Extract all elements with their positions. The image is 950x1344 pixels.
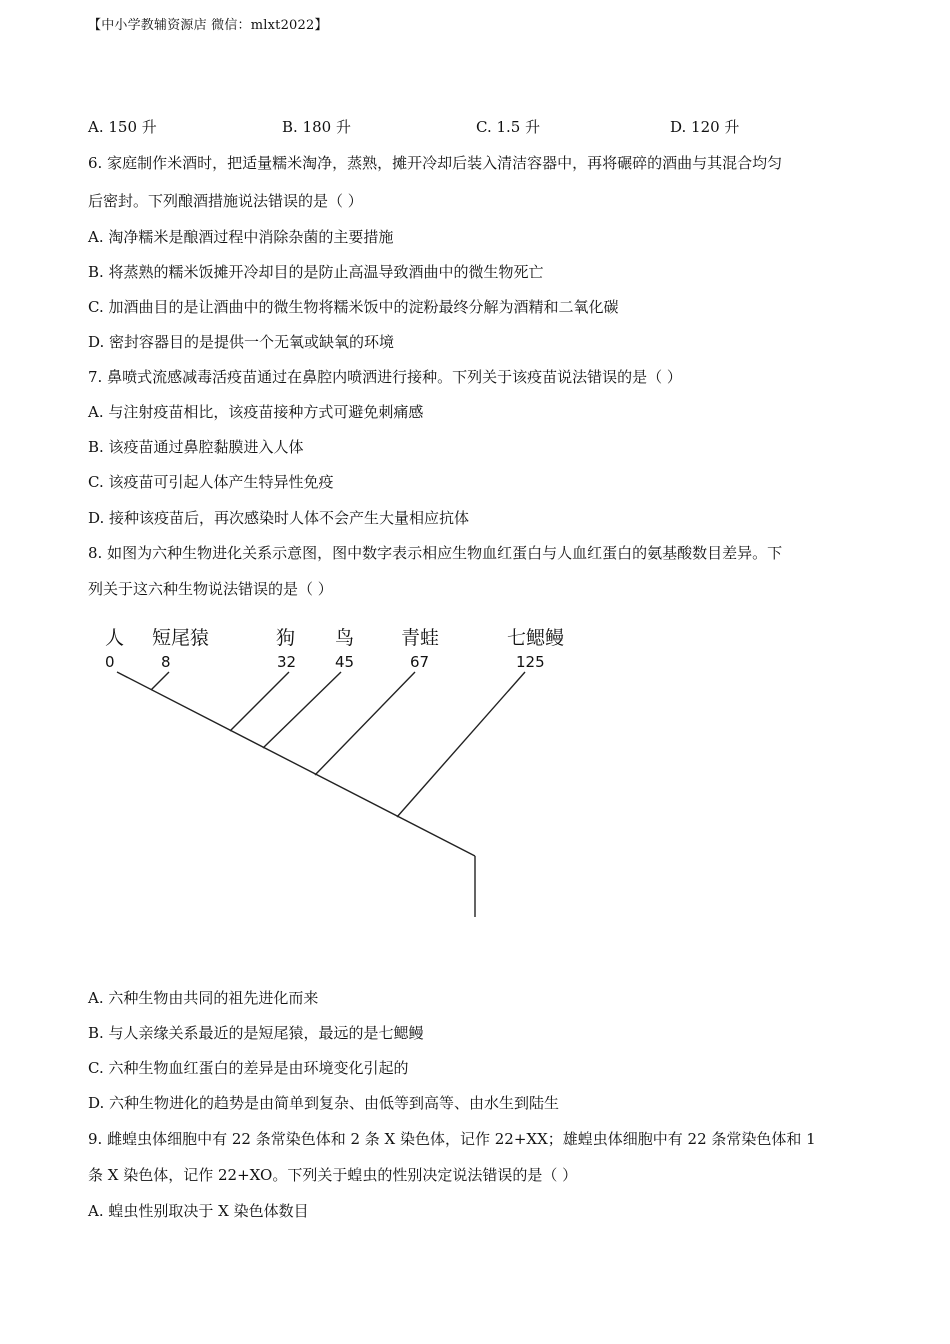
tree-branch-dog [230,672,289,731]
q8-option-d[interactable]: D. 六种生物进化的趋势是由简单到复杂、由低等到高等、由水生到陆生 [88,1094,560,1112]
q5-option-b[interactable]: B. 180 升 [282,118,351,136]
q7-option-d[interactable]: D. 接种该疫苗后，再次感染时人体不会产生大量相应抗体 [88,509,470,527]
q8-option-a[interactable]: A. 六种生物由共同的祖先进化而来 [88,989,319,1007]
tree-branch-macaque [151,672,169,690]
q6-option-d[interactable]: D. 密封容器目的是提供一个无氧或缺氧的环境 [88,333,395,351]
q8-option-c[interactable]: C. 六种生物血红蛋白的差异是由环境变化引起的 [88,1059,409,1077]
tree-label-macaque: 短尾猿 [152,627,210,649]
q5-options [88,116,868,138]
tree-value-macaque: 8 [161,653,171,671]
q9-option-a[interactable]: A. 蝗虫性别取决于 X 染色体数目 [88,1202,309,1220]
tree-label-human: 人 [105,627,125,649]
tree-value-frog: 67 [410,653,430,671]
tree-main-trunk [117,672,475,856]
q6-option-c[interactable]: C. 加酒曲目的是让酒曲中的微生物将糯米饭中的淀粉最终分解为酒精和二氧化碳 [88,298,619,316]
page-header: 【中小学教辅资源店 微信：mlxt2022】 [88,18,328,33]
tree-value-dog: 32 [277,653,297,671]
q7-option-b[interactable]: B. 该疫苗通过鼻腔黏膜进入人体 [88,438,304,456]
tree-value-lamprey: 125 [516,653,545,671]
q7-option-c[interactable]: C. 该疫苗可引起人体产生特异性免疫 [88,473,334,491]
tree-label-frog: 青蛙 [401,627,440,649]
tree-label-dog: 狗 [276,627,296,649]
q5-option-a[interactable]: A. 150 升 [88,118,157,136]
tree-label-lamprey: 七鳃鳗 [507,627,565,649]
tree-branch-frog [315,672,415,775]
tree-label-bird: 鸟 [335,627,355,649]
q7-option-a[interactable]: A. 与注射疫苗相比，该疫苗接种方式可避免刺痛感 [88,403,424,421]
q9-stem-line1: 9. 雌蝗虫体细胞中有 22 条常染色体和 2 条 X 染色体，记作 22+XX；雄蝗虫体细胞中有 22 条常染色体和 1 [88,1130,816,1148]
q8-stem-line1: 8. 如图为六种生物进化关系示意图，图中数字表示相应生物血红蛋白与人血红蛋白的氨基酸数目差异。下 [88,544,783,562]
q5-option-d[interactable]: D. 120 升 [670,118,740,136]
q5-option-c[interactable]: C. 1.5 升 [476,118,541,136]
tree-value-bird: 45 [335,653,355,671]
tree-branch-bird [263,672,341,748]
q8-stem-line2: 列关于这六种生物说法错误的是（ ） [88,580,333,598]
tree-branch-lamprey [397,672,525,817]
tree-value-human: 0 [105,653,115,671]
q6-stem-line1: 6. 家庭制作米酒时，把适量糯米淘净，蒸熟，摊开冷却后装入清洁容器中，再将碾碎的酒曲与其混合均匀 [88,154,783,172]
q7-stem: 7. 鼻喷式流感减毒活疫苗通过在鼻腔内喷洒进行接种。下列关于该疫苗说法错误的是（ ） [88,368,682,386]
q6-stem-line2: 后密封。下列酿酒措施说法错误的是（ ） [88,192,363,210]
q9-stem-line2: 条 X 染色体，记作 22+XO。下列关于蝗虫的性别决定说法错误的是（ ） [88,1166,578,1184]
q6-option-b[interactable]: B. 将蒸熟的糯米饭摊开冷却目的是防止高温导致酒曲中的微生物死亡 [88,263,544,281]
q6-option-a[interactable]: A. 淘净糯米是酿酒过程中消除杂菌的主要措施 [88,228,394,246]
evolution-tree-diagram [95,620,595,925]
q8-option-b[interactable]: B. 与人亲缘关系最近的是短尾猿，最远的是七鳃鳗 [88,1024,424,1042]
